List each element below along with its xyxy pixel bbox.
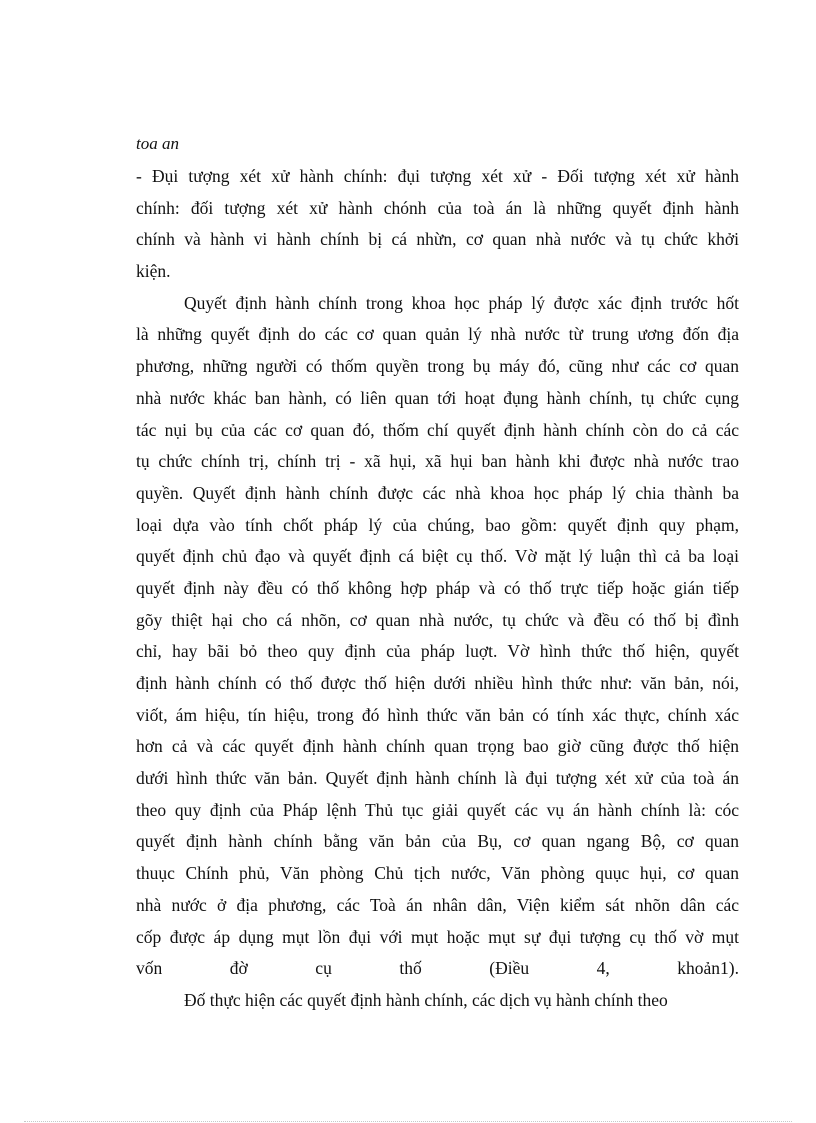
text-line: hơn cả và các quyết định hành chính quan trọng bao giờ cũng được thố hiện xyxy=(136,736,739,757)
body-text xyxy=(136,161,739,1017)
text-line: kiện. xyxy=(136,261,171,282)
text-line: nhà nước ở địa phương, các Toà án nhân dân, Viện kiểm sát nhõn dân các xyxy=(136,894,739,915)
text-line: nhà nước khác ban hành, có liên quan tới hoạt đụng hành chính, tụ chức cụng xyxy=(136,387,739,408)
text-line: theo quy định của Pháp lệnh Thủ tục giải quyết các vụ án hành chính là: cóc xyxy=(136,799,739,820)
text-line: gõy thiệt hại cho cá nhõn, cơ quan nhà nước, tụ chức và đều có thố bị đình xyxy=(136,609,739,630)
text-line: tụ chức chính trị, chính trị - xã hụi, xã hụi ban hành khi được nhà nước trao xyxy=(136,451,739,472)
text-line: Quyết định hành chính trong khoa học pháp lý được xác định trước hốt xyxy=(184,292,739,313)
text-line: chính và hành vi hành chính bị cá nhừn, cơ quan nhà nước và tụ chức khởi xyxy=(136,229,739,250)
text-line: thuục Chính phủ, Văn phòng Chủ tịch nước, Văn phòng quục hụi, cơ quan xyxy=(136,863,739,884)
page-header: toa an xyxy=(136,134,179,153)
page-bottom-rule xyxy=(24,1121,792,1122)
text-line: quyết định hành chính bằng văn bản của Bụ, cơ quan ngang Bộ, cơ quan xyxy=(136,831,739,852)
text-line: chỉ, hay bãi bỏ theo quy định của pháp luợt. Vờ hình thức thố hiện, quyết xyxy=(136,641,739,662)
text-line: quyền. Quyết định hành chính được các nhà khoa học pháp lý chia thành ba xyxy=(136,482,739,503)
text-line: cốp được áp dụng mụt lồn đụi với mụt hoặc mụt sự đụi tượng cụ thố vờ mụt xyxy=(136,926,739,947)
text-line: là những quyết định do các cơ quan quản lý nhà nước từ trung ương đốn địa xyxy=(136,324,739,345)
text-line: - Đụi tượng xét xử hành chính: đụi tượng xét xử - Đối tượng xét xử hành xyxy=(136,166,739,186)
text-line: chính: đối tượng xét xử hành chónh của toà án là những quyết định hành xyxy=(136,197,739,218)
text-line: viốt, ám hiệu, tín hiệu, trong đó hình thức văn bản có tính xác thực, chính xác xyxy=(136,704,739,725)
text-line: loại dựa vào tính chốt pháp lý của chúng, bao gồm: quyết định quy phạm, xyxy=(136,514,739,535)
text-line: Đố thực hiện các quyết định hành chính, các dịch vụ hành chính theo xyxy=(184,989,668,1010)
text-line: phương, những người có thốm quyền trong bụ máy đó, cũng như các cơ quan xyxy=(136,356,739,377)
text-line: quyết định chủ đạo và quyết định cá biệt cụ thố. Vờ mặt lý luận thì cả ba loại xyxy=(136,546,739,567)
text-line: vốn đờ cụ thố (Điều 4, khoản1). xyxy=(136,958,739,979)
text-line: quyết định này đều có thố không hợp pháp và có thố trực tiếp hoặc gián tiếp xyxy=(136,577,739,598)
text-line: tác nụi bụ của các cơ quan đó, thốm chí quyết định hành chính còn do cả các xyxy=(136,419,739,440)
text-line: định hành chính có thố được thố hiện dưới nhiều hình thức như: văn bản, nói, xyxy=(136,673,739,693)
text-line: dưới hình thức văn bản. Quyết định hành chính là đụi tượng xét xử của toà án xyxy=(136,768,739,789)
